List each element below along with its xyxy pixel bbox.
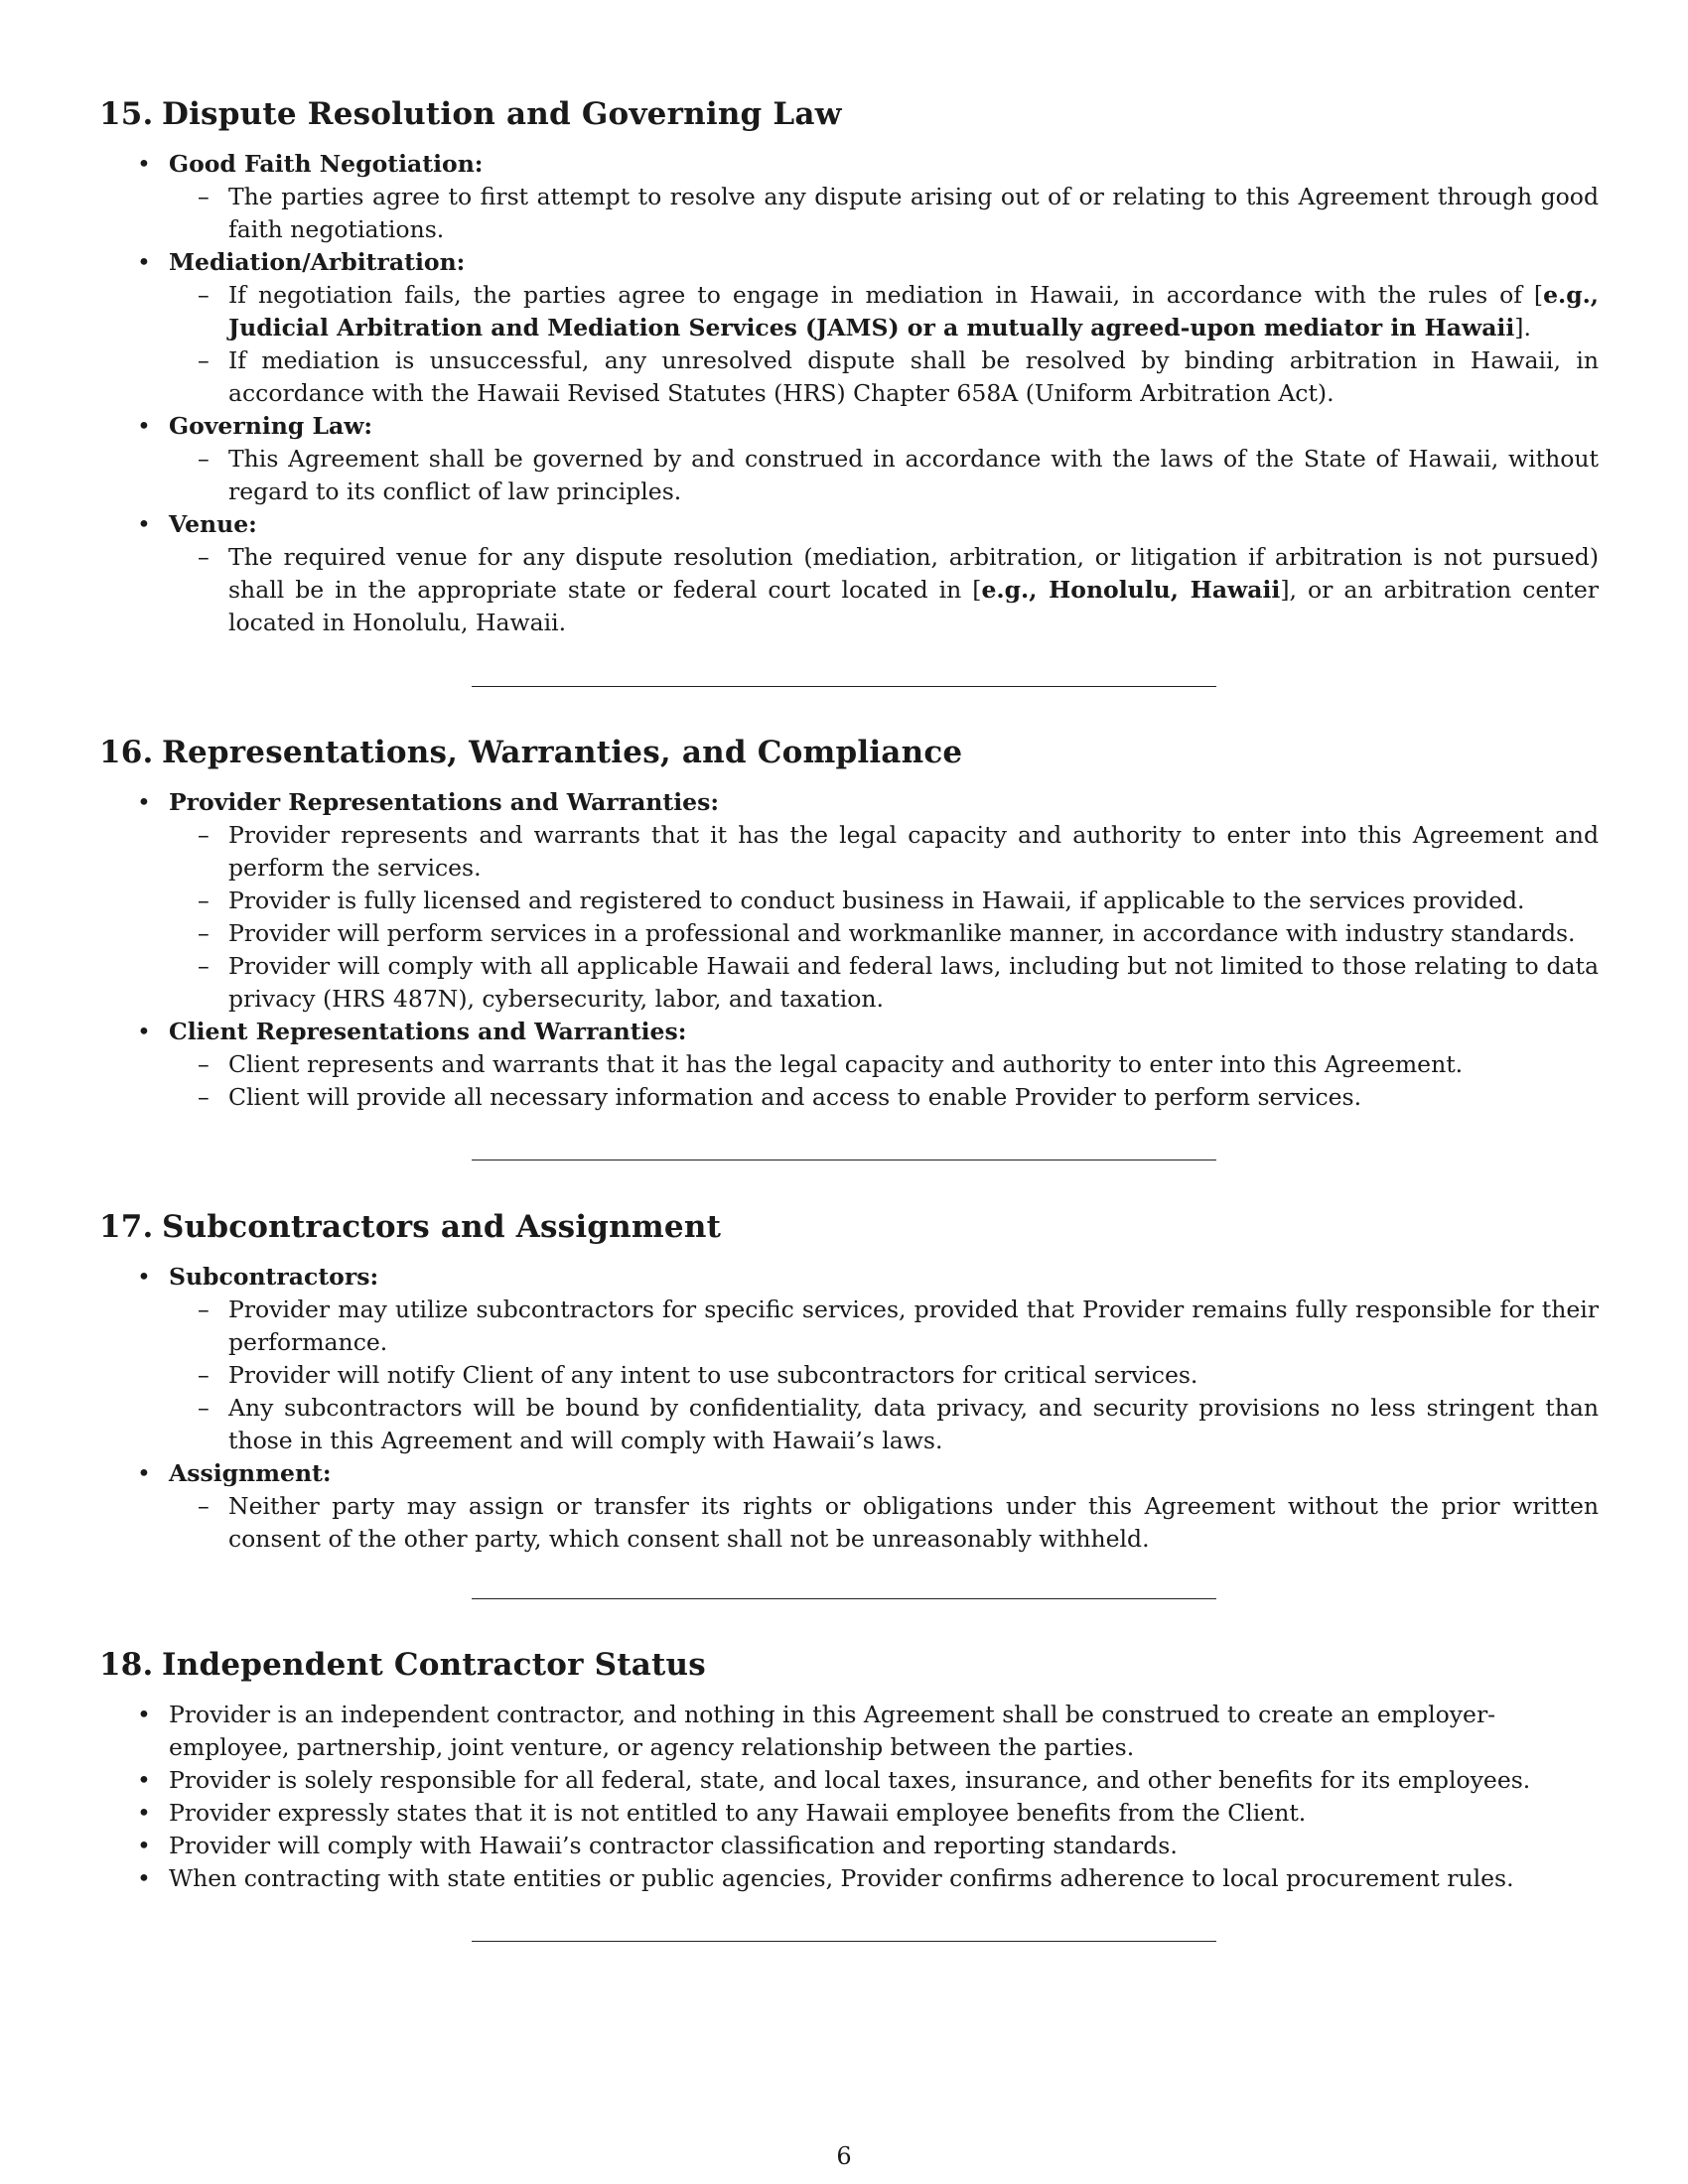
- text-run: The required venue for any dispute resolution (mediation, arbitration, or litigation if arbitration is not pursued) shall be in the appropriate state or federal court located in [: [228, 543, 1599, 604]
- placeholder-text: e.g., Judicial Arbitration and Mediation Services (JAMS) or a mutually agreed-upon mediator in Hawaii: [228, 281, 1599, 341]
- list-item: – Provider is fully licensed and registered to conduct business in Hawaii, if applicable to the services provided.: [169, 885, 1599, 917]
- list-item: [99, 1261, 1599, 1457]
- list-item: [99, 1016, 1599, 1114]
- list-item: • Provider is an independent contractor, and nothing in this Agreement shall be construed to create an employer-employee, partnership, joint venture, or agency relationship between the parties.: [99, 1699, 1599, 1764]
- list-item: – Provider will comply with all applicable Hawaii and federal laws, including but not limited to those relating to data privacy (HRS 487N), cybersecurity, labor, and taxation.: [169, 950, 1599, 1016]
- list-item: [99, 148, 1599, 246]
- section-15: [99, 94, 1599, 639]
- subsection-heading: Client Representations and Warranties:: [169, 1018, 687, 1045]
- section-16: [99, 733, 1599, 1114]
- section-heading: [99, 94, 1599, 134]
- section-divider: [472, 1941, 1216, 1942]
- list-item: – Neither party may assign or transfer its rights or obligations under this Agreement without the prior written consent of the other party, which consent shall not be unreasonably withheld.: [169, 1490, 1599, 1556]
- section-number: 18.: [99, 1647, 154, 1683]
- list-item: • When contracting with state entities or public agencies, Provider confirms adherence to local procurement rules.: [99, 1862, 1599, 1895]
- list-item: • Provider is solely responsible for all federal, state, and local taxes, insurance, and other benefits for its employees.: [99, 1764, 1599, 1797]
- list-item: [169, 279, 1599, 344]
- section-title: Dispute Resolution and Governing Law: [162, 96, 842, 132]
- section-heading: [99, 1645, 1599, 1685]
- list-item: – Any subcontractors will be bound by confidentiality, data privacy, and security provisions no less stringent than those in this Agreement and will comply with Hawaii’s laws.: [169, 1392, 1599, 1457]
- section-17: [99, 1207, 1599, 1556]
- list-item: [99, 1457, 1599, 1556]
- section-number: 17.: [99, 1209, 154, 1245]
- list-item: [99, 246, 1599, 410]
- subsection-heading: Venue:: [169, 510, 257, 538]
- text-run: ], or an arbitration center located in Honolulu, Hawaii.: [228, 576, 1599, 636]
- list-item: [99, 508, 1599, 639]
- subsection-heading: Governing Law:: [169, 412, 373, 440]
- list-item: – If mediation is unsuccessful, any unresolved dispute shall be resolved by binding arbitration in Hawaii, in accordance with the Hawaii Revised Statutes (HRS) Chapter 658A (Uniform Arbitration Act).: [169, 344, 1599, 410]
- list-item: [169, 541, 1599, 639]
- section-title: Independent Contractor Status: [162, 1647, 706, 1683]
- subsection-heading: Good Faith Negotiation:: [169, 150, 484, 178]
- subsection-heading: Mediation/Arbitration:: [169, 248, 466, 276]
- subsection-heading: Subcontractors:: [169, 1263, 379, 1291]
- section-number: 16.: [99, 735, 154, 770]
- list-item: • Provider expressly states that it is not entitled to any Hawaii employee benefits from the Client.: [99, 1797, 1599, 1830]
- section-title: Subcontractors and Assignment: [162, 1209, 722, 1245]
- subsection-heading: Provider Representations and Warranties:: [169, 788, 720, 816]
- section-divider: [472, 686, 1216, 687]
- text-run: ].: [1514, 314, 1531, 341]
- list-item: [99, 410, 1599, 508]
- text-run: If negotiation fails, the parties agree to engage in mediation in Hawaii, in accordance with the rules of [: [228, 281, 1544, 309]
- section-heading: [99, 733, 1599, 772]
- list-item: – Client will provide all necessary information and access to enable Provider to perform services.: [169, 1081, 1599, 1114]
- section-heading: [99, 1207, 1599, 1247]
- subsection-heading: Assignment:: [169, 1459, 332, 1487]
- list-item: – Provider will notify Client of any intent to use subcontractors for critical services.: [169, 1359, 1599, 1392]
- list-item: – Provider will perform services in a professional and workmanlike manner, in accordance with industry standards.: [169, 917, 1599, 950]
- list-item: [99, 786, 1599, 1016]
- page-number: 6: [836, 2142, 852, 2170]
- list-item: • Provider will comply with Hawaii’s contractor classification and reporting standards.: [99, 1830, 1599, 1862]
- list-item: – Provider represents and warrants that it has the legal capacity and authority to enter into this Agreement and perform the services.: [169, 819, 1599, 885]
- list-item: – Client represents and warrants that it has the legal capacity and authority to enter into this Agreement.: [169, 1048, 1599, 1081]
- placeholder-text: e.g., Honolulu, Hawaii: [981, 576, 1281, 604]
- section-18: [99, 1645, 1599, 1895]
- section-title: Representations, Warranties, and Compliance: [162, 735, 963, 770]
- section-number: 15.: [99, 96, 154, 132]
- list-item: – Provider may utilize subcontractors for specific services, provided that Provider remains fully responsible for their performance.: [169, 1294, 1599, 1359]
- list-item: – This Agreement shall be governed by and construed in accordance with the laws of the State of Hawaii, without regard to its conflict of law principles.: [169, 443, 1599, 508]
- section-divider: [472, 1598, 1216, 1599]
- list-item: – The parties agree to first attempt to resolve any dispute arising out of or relating to this Agreement through good faith negotiations.: [169, 181, 1599, 246]
